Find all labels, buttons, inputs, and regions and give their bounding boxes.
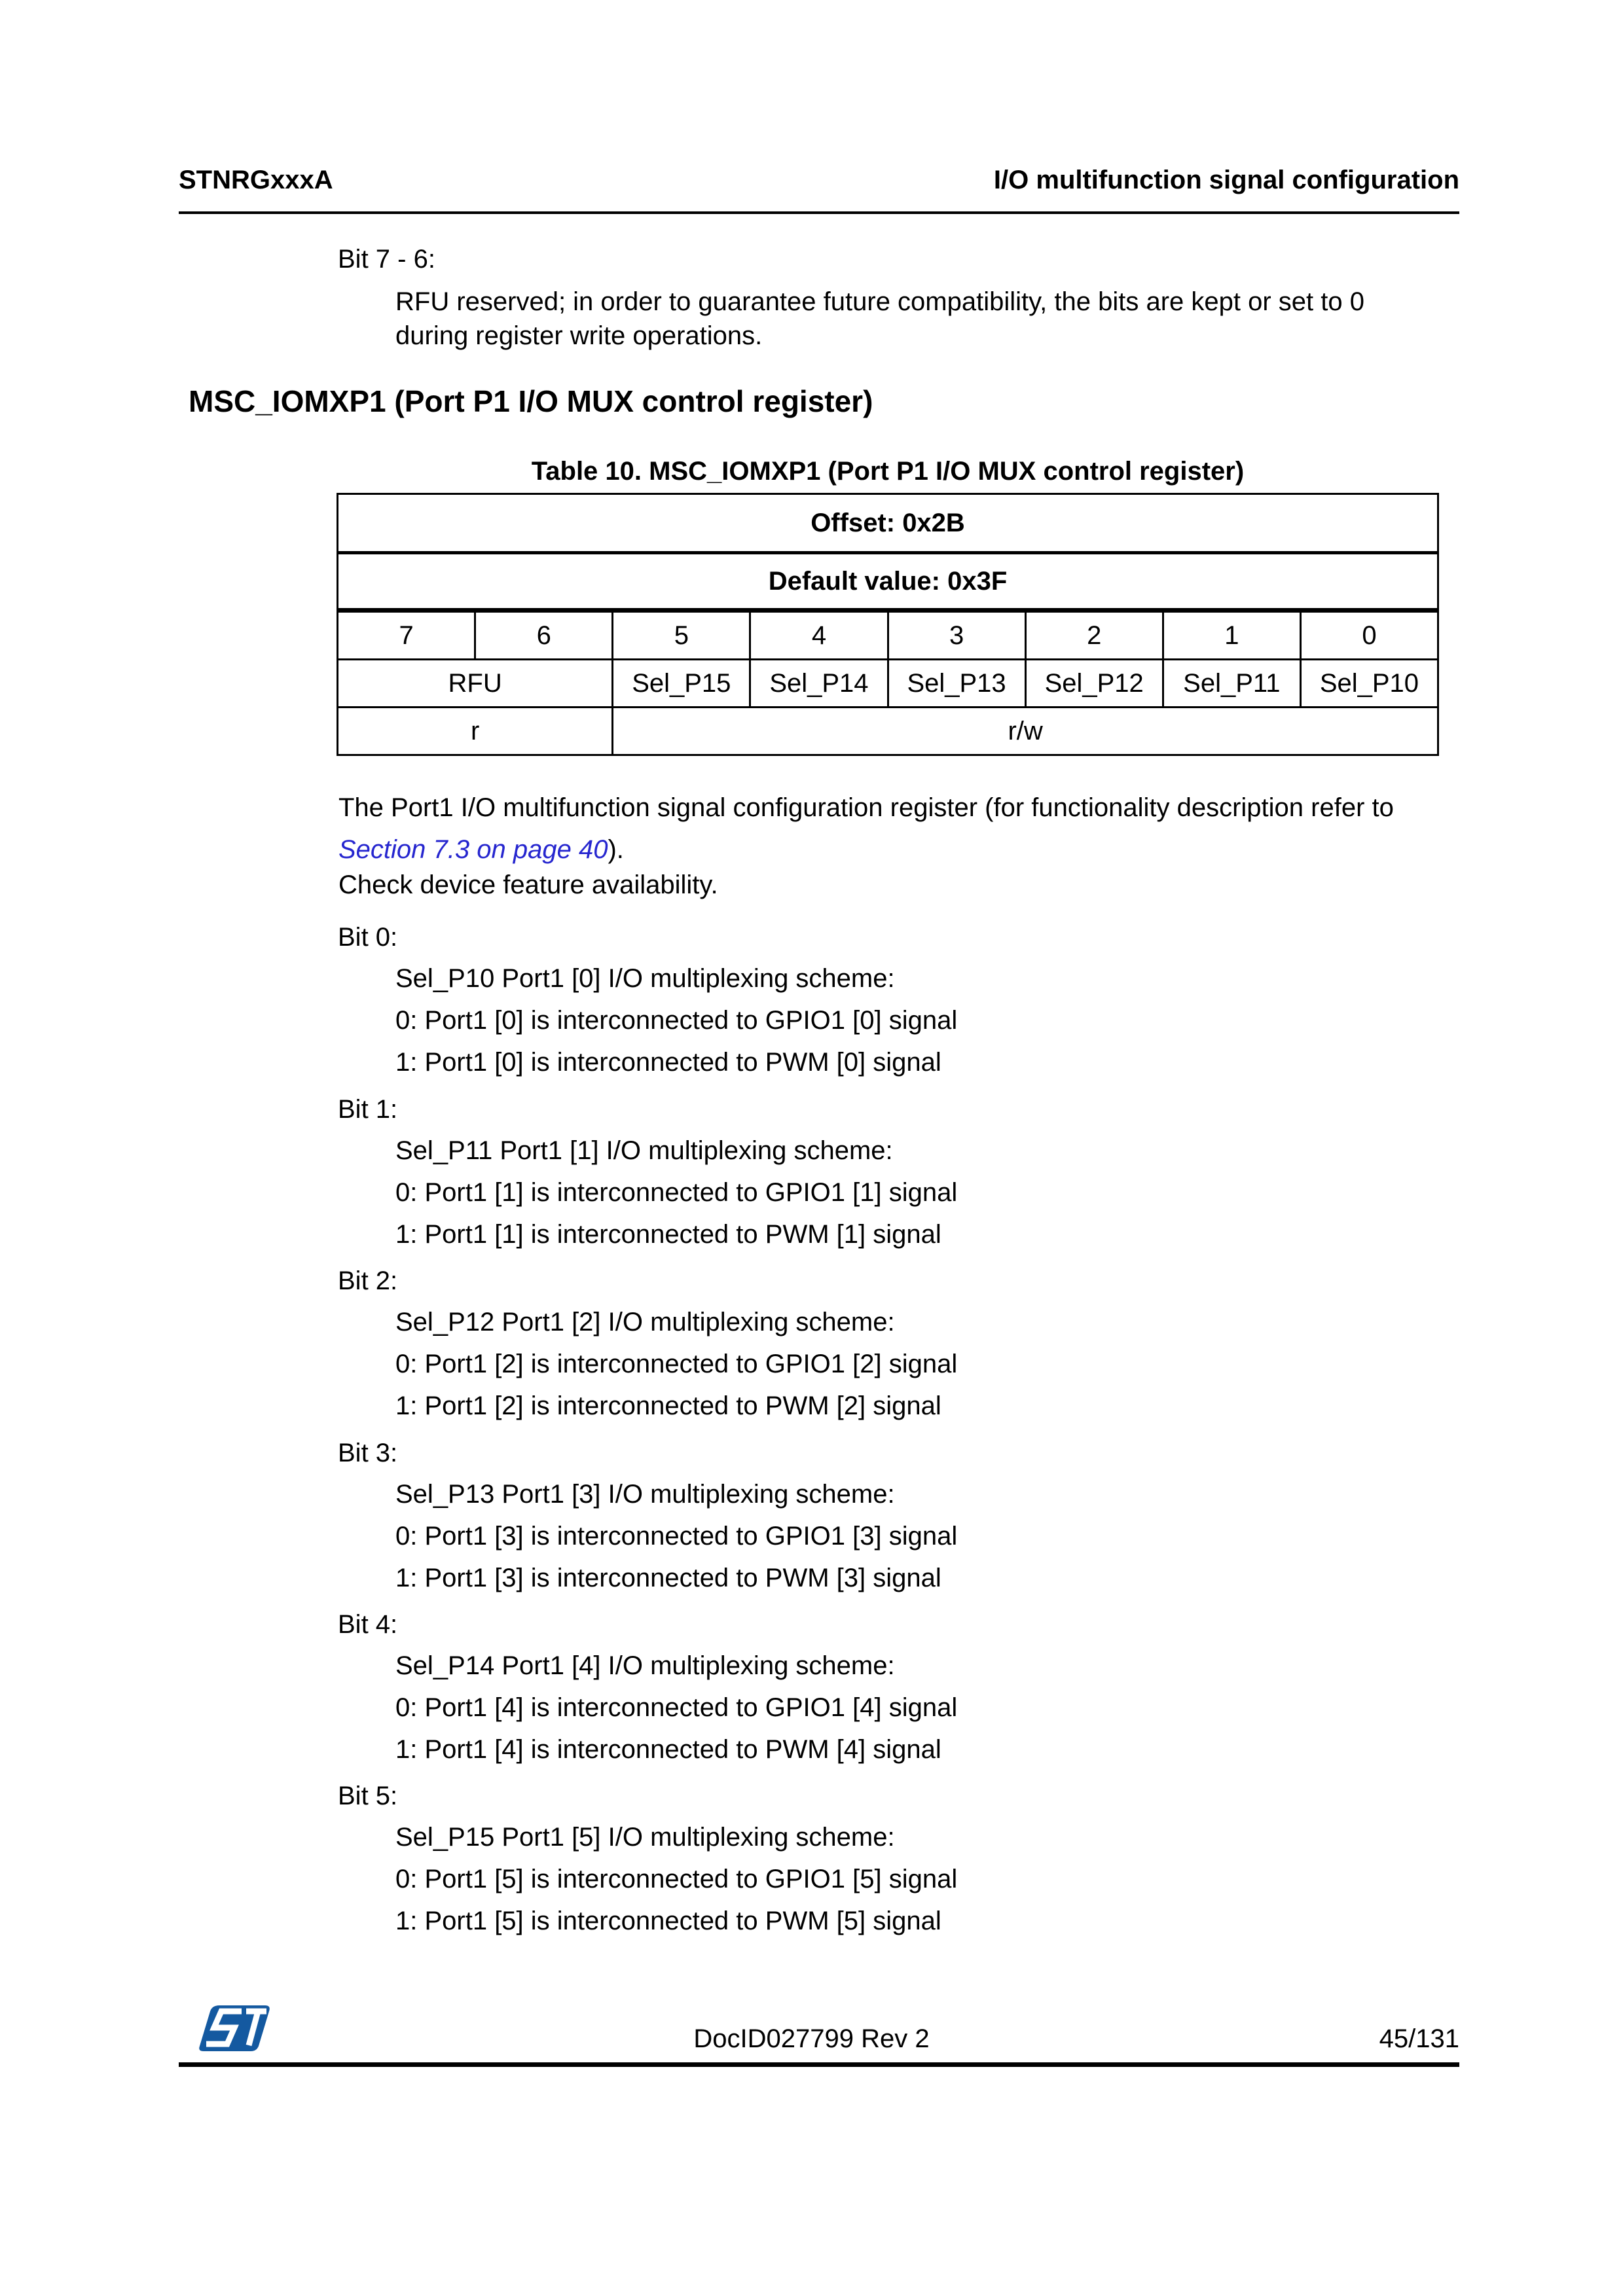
bit76-text — [395, 285, 1461, 353]
footer-rule — [179, 2062, 1459, 2067]
footer-page-number: 45/131 — [1379, 2024, 1459, 2053]
bit-number-cell: 2 — [1025, 611, 1163, 660]
field-cell-sel-p14: Sel_P14 — [750, 660, 888, 708]
footer-doc-id: DocID027799 Rev 2 — [693, 2024, 930, 2053]
bit-option1-line: 1: Port1 [2] is interconnected to PWM [2] signal — [395, 1391, 941, 1420]
bit3-block — [338, 1436, 1490, 1604]
table-row — [338, 708, 1438, 755]
access-cell-rw: r/w — [613, 708, 1438, 755]
bit-option0-line: 0: Port1 [2] is interconnected to GPIO1 [2] signal — [395, 1350, 958, 1378]
register-table — [337, 493, 1439, 756]
bit76-line2: during register write operations. — [395, 321, 763, 350]
link-suffix: ). — [608, 835, 624, 864]
field-cell-sel-p11: Sel_P11 — [1163, 660, 1300, 708]
section-7-3-link[interactable]: Section 7.3 on page 40 — [338, 835, 608, 864]
bit-option1-line: 1: Port1 [3] is interconnected to PWM [3] signal — [395, 1564, 941, 1592]
bit-label: Bit 3: — [338, 1439, 398, 1467]
bit76-label: Bit 7 - 6: — [338, 245, 435, 274]
table-row — [338, 611, 1438, 660]
field-cell-sel-p12: Sel_P12 — [1025, 660, 1163, 708]
bit-scheme-line: Sel_P10 Port1 [0] I/O multiplexing scheme: — [395, 964, 895, 993]
bit-label: Bit 4: — [338, 1610, 398, 1639]
default-value-cell: Default value: 0x3F — [338, 553, 1438, 611]
bit4-block — [338, 1607, 1490, 1775]
body-paragraph-line2 — [338, 829, 1491, 870]
field-cell-sel-p13: Sel_P13 — [888, 660, 1025, 708]
bit-number-cell: 7 — [338, 611, 475, 660]
bit-number-cell: 3 — [888, 611, 1025, 660]
body-paragraph — [338, 787, 1491, 870]
bit-number-cell: 5 — [613, 611, 750, 660]
field-cell-sel-p10: Sel_P10 — [1300, 660, 1438, 708]
bit-number-cell: 1 — [1163, 611, 1300, 660]
table-row — [338, 494, 1438, 553]
bit-label: Bit 2: — [338, 1266, 398, 1295]
bit-option0-line: 0: Port1 [1] is interconnected to GPIO1 [1] signal — [395, 1178, 958, 1207]
table-row — [338, 660, 1438, 708]
bit-number-cell: 6 — [475, 611, 613, 660]
bit-option0-line: 0: Port1 [0] is interconnected to GPIO1 [0] signal — [395, 1006, 958, 1035]
bit5-block — [338, 1779, 1490, 1946]
access-cell-r: r — [338, 708, 613, 755]
field-cell-sel-p15: Sel_P15 — [613, 660, 750, 708]
body-paragraph-line1: The Port1 I/O multifunction signal configuration register (for functionality description refer to — [338, 793, 1394, 822]
table-caption: Table 10. MSC_IOMXP1 (Port P1 I/O MUX control register) — [531, 457, 1245, 486]
header-chapter-title: I/O multifunction signal configuration — [993, 166, 1459, 194]
bit-scheme-line: Sel_P11 Port1 [1] I/O multiplexing scheme: — [395, 1136, 893, 1165]
bit-option1-line: 1: Port1 [5] is interconnected to PWM [5] signal — [395, 1907, 941, 1935]
page-header — [179, 166, 1459, 195]
section-heading: MSC_IOMXP1 (Port P1 I/O MUX control register) — [189, 384, 873, 418]
bit-option1-line: 1: Port1 [4] is interconnected to PWM [4] signal — [395, 1735, 941, 1764]
bit-scheme-line: Sel_P13 Port1 [3] I/O multiplexing scheme: — [395, 1480, 895, 1509]
bit-scheme-line: Sel_P15 Port1 [5] I/O multiplexing scheme: — [395, 1823, 895, 1852]
bit-label: Bit 0: — [338, 923, 398, 952]
bit-scheme-line: Sel_P14 Port1 [4] I/O multiplexing scheme: — [395, 1651, 895, 1680]
bit76-block — [338, 245, 1461, 353]
bit-option0-line: 0: Port1 [5] is interconnected to GPIO1 [5] signal — [395, 1865, 958, 1893]
bit-option1-line: 1: Port1 [0] is interconnected to PWM [0] signal — [395, 1048, 941, 1077]
bit-option1-line: 1: Port1 [1] is interconnected to PWM [1] signal — [395, 1220, 941, 1249]
feature-availability-note: Check device feature availability. — [338, 870, 718, 899]
bit-number-cell: 4 — [750, 611, 888, 660]
bit-number-cell: 0 — [1300, 611, 1438, 660]
bit-scheme-line: Sel_P12 Port1 [2] I/O multiplexing scheme: — [395, 1308, 895, 1336]
bit-label: Bit 5: — [338, 1782, 398, 1810]
offset-cell: Offset: 0x2B — [338, 494, 1438, 553]
bit0-block — [338, 920, 1490, 1088]
bit76-line1: RFU reserved; in order to guarantee future compatibility, the bits are kept or set to 0 — [395, 287, 1364, 316]
bit2-block — [338, 1264, 1490, 1431]
bit-label: Bit 1: — [338, 1095, 398, 1124]
header-rule — [179, 211, 1459, 214]
bit1-block — [338, 1092, 1490, 1260]
bit-option0-line: 0: Port1 [3] is interconnected to GPIO1 [3] signal — [395, 1522, 958, 1551]
header-product-name: STNRGxxxA — [179, 166, 333, 194]
table-row — [338, 553, 1438, 611]
field-cell-rfu: RFU — [338, 660, 613, 708]
bit-option0-line: 0: Port1 [4] is interconnected to GPIO1 [4] signal — [395, 1693, 958, 1722]
